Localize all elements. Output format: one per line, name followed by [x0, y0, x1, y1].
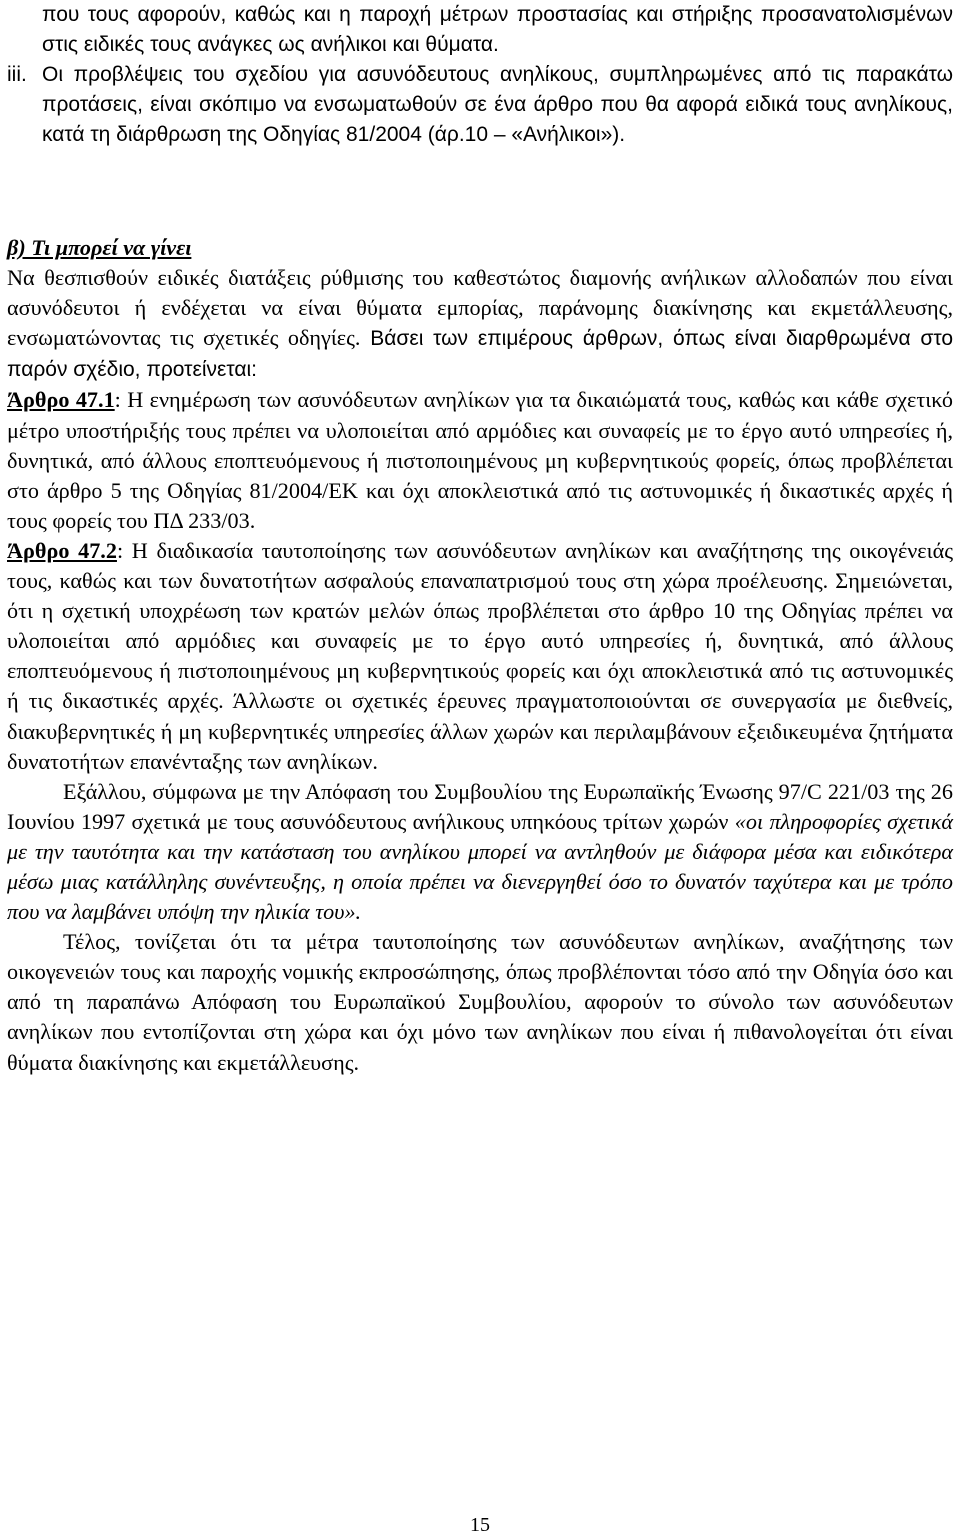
article-47-1: Άρθρο 47.1: Η ενημέρωση των ασυνόδευτων ανηλίκων για τα δικαιώματά τους, καθώς και κάθε σχετικό μέτρο υποστήριξής τους πρέπει να υλοποιείται από αρμόδιες και συναφείς με το έργο αυτό υπηρεσίες ή, δυνητικά, από άλλους εποπτευόμενους ή πιστοποιημένους μη κυβερνητικούς φορείς, όπως προβλέπεται στο άρθρο 5 της Οδηγίας 81/2004/ΕΚ και όχι αποκλειστικά από τις αστυνομικές ή δικαστικές αρχές ή τους φορείς του ΠΔ 233/03.: [7, 387, 953, 533]
article-47-2: Άρθρο 47.2: Η διαδικασία ταυτοποίησης των ασυνόδευτων ανηλίκων και αναζήτησης της οικογένειάς τους, καθώς και των δυνατοτήτων ασφαλούς επαναπατρισμού τους στη χώρα προέλευσης. Σημειώνεται, ότι η σχετική υποχρέωση των κρατών μελών όπως προβλέπεται στο άρθρο 10 της Οδηγίας πρέπει να υλοποιείται από αρμόδιες και συναφείς με το έργο αυτό υπηρεσίες ή, δυνητικά, από άλλους εποπτευόμενους ή πιστοποιημένους μη κυβερνητικούς φορείς και όχι αποκλειστικά από τις αστυνομικές ή τις δικαστικές αρχές. Άλλωστε οι σχετικές έρευνες πραγματοποιούνται σε συνεργασία με διεθνείς, διακυβερνητικές ή μη κυβερνητικές υπηρεσίες άλλων χωρών και περιλαμβάνουν εξειδικευμένα ζητήματα δυνατοτήτων επανένταξης των ανηλίκων.: [7, 537, 954, 774]
paragraph-conclusion: Τέλος, τονίζεται ότι τα μέτρα ταυτοποίησης των ασυνόδευτων ανηλίκων, αναζήτησης των οικογενειών τους και παροχής νομικής εκπροσώπησης, όπως προβλέπονται τόσο από την Οδηγία όσο και από τη παραπάνω Απόφαση του Ευρωπαϊκού Συμβουλίου, αφορούν το σύνολο των ασυνόδευτων ανηλίκων που εντοπίζονται στη χώρα και όχι μόνο των ανηλίκων που είναι ή πιθανολογείται ότι είναι θύματα διακίνησης και εκμετάλλευσης.: [7, 929, 953, 1075]
paragraph-decision: Εξάλλου, σύμφωνα με την Απόφαση του Συμβουλίου της Ευρωπαϊκής Ένωσης 97/C 221/03 της 26 Ιουνίου 1997 σχετικά με τους ασυνόδευτους ανήλικους υπηκόους τρίτων χωρών «οι πληροφορίες σχετικά με την ταυτότητα και την κατάσταση του ανηλίκου μπορεί να αντληθούν με διάφορα μέσα και ειδικότερα μέσω μιας κατάλληλης συνέντευξης, η οποία πρέπει να διενεργηθεί όσο το δυνατόν ταχύτερα και με τρόπο που να λαμβάνει υπόψη την ηλικία του».: [7, 778, 954, 925]
list-marker: iii.: [7, 63, 27, 87]
section-b: [7, 233, 953, 1078]
list-item-text: Οι προβλέψεις του σχεδίου για ασυνόδευτους ανηλίκους, συμπληρωμένες από τις παρακάτω προτάσεις, είναι σκόπιμο να ενσωματωθούν σε ένα άρθρο που θα αφορά ειδικά τους ανηλίκους, κατά τη διάρθρωση της Οδηγίας 81/2004 (άρ.10 – «Ανήλικοι»).: [42, 63, 953, 147]
section-heading: β) Τι μπορεί να γίνει: [7, 235, 192, 260]
intro-block: [7, 0, 953, 150]
list-continuation: που τους αφορούν, καθώς και η παροχή μέτρων προστασίας και στήριξης προσανατολισμένων στις ειδικές τους ανάγκες ως ανήλικοι και θύματα.: [42, 3, 953, 57]
paragraph-intro: Να θεσπισθούν ειδικές διατάξεις ρύθμισης του καθεστώτος διαμονής ανήλικων αλλοδαπών που είναι ασυνόδευτοι ή ενδέχεται να είναι θύματα εμπορίας, παράνομης διακίνησης και εκμετάλλευσης, ενσωματώνοντας τις σχετικές οδηγίες. Βάσει των επιμέρους άρθρων, όπως είναι διαρθρωμένα στο παρόν σχέδιο, προτείνεται:: [7, 265, 954, 382]
list-item-iii: [7, 60, 953, 150]
quotation: «οι πληροφορίες σχετικά με την ταυτότητα και την κατάσταση του ανηλίκου μπορεί να αντληθούν με διάφορα μέσα και ειδικότερα μέσω μιας κατάλληλης συνέντευξης, η οποία πρέπει να διενεργηθεί όσο το δυνατόν ταχύτερα και με τρόπο που να λαμβάνει υπόψη την ηλικία του».: [7, 808, 954, 925]
article-label: Άρθρο 47.1: [7, 387, 115, 413]
article-label: Άρθρο 47.2: [7, 537, 117, 563]
page-number: 15: [470, 1514, 490, 1536]
